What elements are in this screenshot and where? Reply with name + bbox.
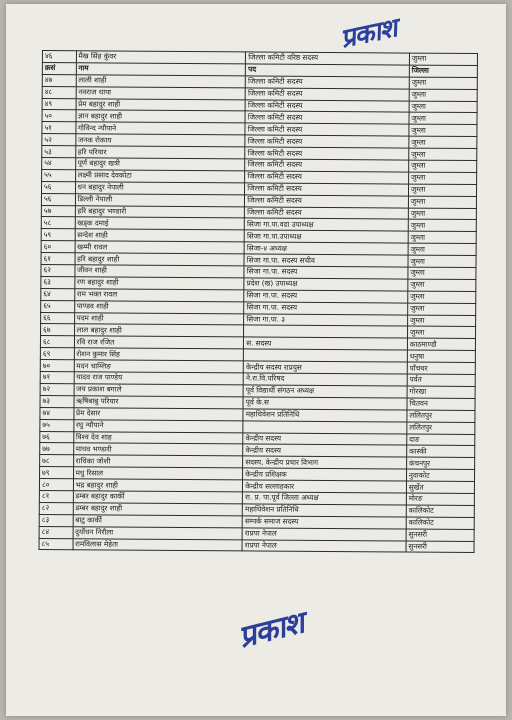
row-district: ललितपुर (407, 410, 475, 422)
row-district: जुम्ला (408, 255, 476, 267)
row-name: लक्ष्मी प्रसाद देवकोटा (75, 170, 245, 183)
row-post: सिजा गा.पा.वडा उपाध्यक्ष (244, 218, 408, 231)
row-name: पाण्डव शाही (74, 300, 244, 313)
row-post: सम्पर्क समाज सदस्य (242, 516, 406, 529)
member-table (39, 50, 478, 553)
row-number: ६२ (41, 265, 75, 277)
row-number: ५९ (41, 229, 75, 241)
row-district: जुम्ला (408, 243, 476, 255)
row-name: धन बहादुर नेपाली (75, 182, 245, 195)
row-post: केन्द्रीय सदस्य (243, 444, 407, 457)
row-name: राम भक्त रावल (74, 289, 244, 302)
row-post: पूर्व के.स (243, 397, 407, 410)
row-district: पाँचथर (407, 362, 475, 374)
row-number: ७१ (40, 372, 74, 384)
row-name: जनक रोकाय (75, 134, 245, 147)
row-number: ७२ (40, 383, 74, 395)
row-name: डम्बर बहादुर शाही (73, 503, 243, 516)
row-number: ५७ (41, 205, 75, 217)
row-number: ६५ (41, 300, 75, 312)
row-post: जिल्ला कमिटी सदस्य (245, 183, 409, 196)
row-district: जुम्ला (409, 53, 477, 65)
signature-bottom: प्रकाश (235, 605, 308, 656)
row-name: हरि बहादुर भण्डारी (75, 205, 245, 218)
row-name: रवि राज रजित (74, 336, 244, 349)
row-post: प्रदेश (ख) उपाध्यक्ष (244, 278, 408, 291)
row-number: ६९ (40, 348, 74, 360)
row-post: जिल्ला कमिटी सदस्य (245, 147, 409, 160)
row-district: जुम्ला (408, 208, 476, 220)
row-number: ६४ (41, 288, 75, 300)
row-post: जिल्ला कमिटी सदस्य (245, 135, 409, 148)
row-name: जय प्रकाश बगाले (74, 384, 244, 397)
row-district: जुम्ला (408, 303, 476, 315)
row-post: जिल्ला कमिटी वरिष्ठ सदस्य (246, 52, 410, 65)
row-number: ६३ (41, 276, 75, 288)
header-post: पद (246, 64, 410, 77)
row-number: ७४ (40, 407, 74, 419)
row-number: ७६ (40, 431, 74, 443)
row-name: नवराज थापा (76, 86, 246, 99)
row-district: जुम्ला (409, 148, 477, 160)
row-number: ५५ (42, 169, 76, 181)
row-name: डम्बर बहादुर कार्की (73, 491, 243, 504)
row-number: ७८ (40, 455, 74, 467)
row-name: पूर्ण बहादुर खत्री (75, 158, 245, 171)
row-number: ५६ (41, 193, 75, 205)
row-district: जुम्ला (408, 291, 476, 303)
row-post: सिजा गा.पा.उपाध्यक्ष (244, 230, 408, 243)
row-number: ८४ (39, 526, 73, 538)
row-post: सिजा गा.पा. सदस्य (244, 302, 408, 315)
row-number: ८२ (39, 502, 73, 514)
row-district: जुम्ला (409, 101, 477, 113)
header-name: नाम (76, 63, 246, 76)
row-post: राप्रपा नेपाल (242, 528, 406, 541)
row-number: ५८ (41, 217, 75, 229)
row-post: ने.रा.वि.परिषद (243, 373, 407, 386)
row-number: ५२ (42, 134, 76, 146)
row-name: रघु न्यौपाने (73, 419, 243, 432)
row-post: सिजा गा.पा. सदस्य (244, 290, 408, 303)
row-name: दुर्योधन निरौला (73, 526, 243, 539)
row-district: कालिकोट (406, 505, 474, 517)
row-number: ८१ (39, 490, 73, 502)
row-district: जुम्ला (409, 136, 477, 148)
row-number: ६१ (41, 253, 75, 265)
row-district: जुम्ला (408, 172, 476, 184)
row-name: यादव राज पाण्डेय (74, 372, 244, 385)
row-name: रामविलास मेहेता (73, 538, 243, 551)
row-name: सन्देश शाही (75, 229, 245, 242)
row-name: हरि परियार (75, 146, 245, 159)
row-name: भद्र बहादुर शाही (73, 479, 243, 492)
row-district: जुम्ला (409, 160, 477, 172)
row-post: केन्द्रीय सदस्य (243, 432, 407, 445)
row-name: बाटु कार्की (73, 514, 243, 527)
row-post: जिल्ला कमिटी सदस्य (245, 171, 409, 184)
row-number: ६८ (40, 336, 74, 348)
row-district: सुर्खेत (406, 481, 474, 493)
row-name: गोविन्द न्यौपाने (75, 122, 245, 135)
row-district: जुम्ला (409, 89, 477, 101)
row-district: जुम्ला (409, 77, 477, 89)
row-district: ललितपुर (407, 422, 475, 434)
row-name: मदन चाम्लिङ (74, 360, 244, 373)
row-post: जिल्ला कमिटी सदस्य (245, 123, 409, 136)
row-district: गोरखा (407, 386, 475, 398)
row-district: कास्की (407, 445, 475, 457)
row-district: जुम्ला (409, 124, 477, 136)
row-name: राधिका जोशी (73, 455, 243, 468)
row-number: ८० (39, 479, 73, 491)
row-district: नुवाकोट (406, 469, 474, 481)
row-district: कंचनपुर (406, 457, 474, 469)
row-post: पूर्व विद्यार्थी संगठन अध्यक्ष (243, 385, 407, 398)
row-district: जुम्ला (408, 184, 476, 196)
row-name: लाली शाही (76, 75, 246, 88)
row-number: ८५ (39, 538, 73, 550)
row-number: ७३ (40, 395, 74, 407)
row-post: सदस्य, केन्द्रीय प्रचार विभाग (243, 456, 407, 469)
row-number: ६७ (41, 324, 75, 336)
row-district: दाङ (407, 434, 475, 446)
row-number: ४६ (42, 51, 76, 63)
row-name: लाल बहादुर शाही (74, 324, 244, 337)
row-name: मैख सिंह कुंवर (76, 51, 246, 64)
signature-top: प्रकाश (337, 13, 400, 55)
row-district: जुम्ला (408, 279, 476, 291)
row-name: विश्व देव शाह (73, 431, 243, 444)
row-post: जिल्ला कमिटी सदस्य (245, 99, 409, 112)
row-district: चितवन (407, 398, 475, 410)
row-post: सिजा गा.पा. सदस्य (244, 266, 408, 279)
row-number: ६० (41, 241, 75, 253)
row-post: जिल्ला कमिटी सदस्य (245, 76, 409, 89)
row-post: राप्रपा नेपाल (242, 539, 406, 552)
row-post: महाधिवेशन प्रतिनिधि (243, 409, 407, 422)
row-post: जिल्ला कमिटी सदस्य (245, 111, 409, 124)
row-district: पर्वत (407, 374, 475, 386)
row-post: महाधिवेशन प्रतिनिधि (243, 504, 407, 517)
row-district: जुम्ला (408, 196, 476, 208)
row-district: मोरङ (406, 493, 474, 505)
row-name: रोशन कुमार सिंह (74, 348, 244, 361)
row-post: केन्द्रीय सल्लाहकार (243, 480, 407, 493)
row-district: जुम्ला (408, 220, 476, 232)
row-name: खम्मी रावल (75, 241, 245, 254)
row-number: ७० (40, 360, 74, 372)
row-name: ऋषिबाबु परियार (74, 396, 244, 409)
row-name: जीवन शाही (74, 265, 244, 278)
table-row (39, 538, 474, 553)
row-post: केन्द्रीय सदस्य राप्रयुस (244, 361, 408, 374)
row-number: ७७ (40, 443, 74, 455)
row-district: जुम्ला (408, 231, 476, 243)
row-district: जुम्ला (408, 267, 476, 279)
row-district: जुम्ला (409, 113, 477, 125)
row-name: माधव भण्डारी (73, 443, 243, 456)
row-district: कालिकोट (406, 517, 474, 529)
row-name: ज्ञान बहादुर शाही (76, 110, 246, 123)
row-name: प्रेम बहादुर शाही (76, 98, 246, 111)
row-post: जिल्ला कमिटी सदस्य (245, 159, 409, 172)
row-number: ५३ (42, 146, 76, 158)
row-number: ७५ (40, 419, 74, 431)
row-number: ४९ (42, 98, 76, 110)
header-number: क्रसं (42, 62, 76, 74)
row-district: जुम्ला (407, 327, 475, 339)
row-post: सिजा-४ अध्यक्ष (244, 242, 408, 255)
row-post: रा. प्र. पा.पूर्व जिल्ला अध्यक्ष (243, 492, 407, 505)
row-name: प्रेम देसार (73, 407, 243, 420)
row-post: केन्द्रीय प्रशिक्षक (243, 468, 407, 481)
row-post: जिल्ला कमिटी सदस्य (245, 206, 409, 219)
row-post: सिजा गा.पा. ३ (244, 314, 408, 327)
row-number: ५४ (42, 158, 76, 170)
row-number: ७९ (40, 467, 74, 479)
header-district: जिल्ला (409, 65, 477, 77)
row-name: पदम शाही (74, 312, 244, 325)
row-name: डिल्ली नेपाली (75, 193, 245, 206)
row-post: स. सदस्य (244, 337, 408, 350)
row-post: सिजा गा.पा. सदस्य सचीव (244, 254, 408, 267)
row-district: जुम्ला (407, 315, 475, 327)
row-district: धनुषा (407, 350, 475, 362)
row-number: ५१ (42, 122, 76, 134)
row-district: काठमाण्डौ (407, 338, 475, 350)
row-name: रण बहादुर शाही (74, 277, 244, 290)
row-number: ५० (42, 110, 76, 122)
row-number: ४७ (42, 74, 76, 86)
row-post: जिल्ला कमिटी सदस्य (245, 88, 409, 101)
row-post: जिल्ला कमिटी सदस्य (245, 195, 409, 208)
row-district: सुनसरी (406, 529, 474, 541)
row-name: खड्क दमाई (75, 217, 245, 230)
row-number: ८३ (39, 514, 73, 526)
row-district: सुनसरी (406, 541, 474, 553)
row-name: हरि बहादुर शाही (75, 253, 245, 266)
row-number: ६६ (41, 312, 75, 324)
row-number: ४८ (42, 86, 76, 98)
document-page (6, 4, 506, 716)
row-number: ५६ (42, 181, 76, 193)
row-name: मधु रिसाल (73, 467, 243, 480)
